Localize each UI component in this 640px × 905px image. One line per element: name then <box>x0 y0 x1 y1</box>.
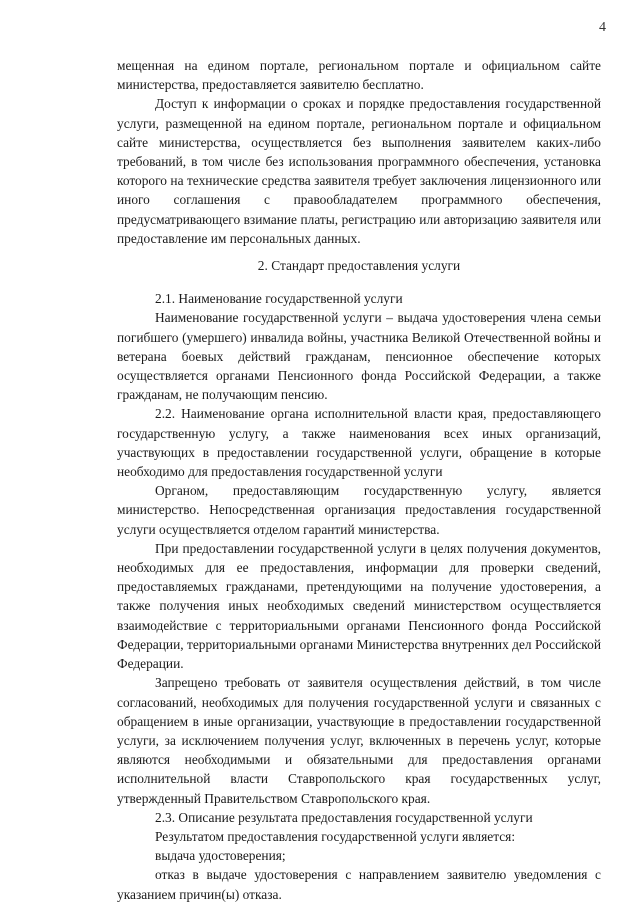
paragraph-access-info: Доступ к информации о сроках и порядке предоставления государственной услуги, размещенной на едином портале, региональном портале и официальном сайте министерства, осуществляется без выполнения заявителем каких-либо требований, в том числе без использования программного обеспечения, установка которого на технические средства заявителя требует заключения лицензионного или иного соглашения с правообладателем программного обеспечения, предусматривающего взимание платы, регистрацию или авторизацию заявителя или предоставление им персональных данных. <box>117 96 601 246</box>
list-item-refusal: отказ в выдаче удостоверения с направлением заявителю уведомления с указанием причин(ы) отказа. <box>117 867 601 902</box>
subsection-2-3-title: 2.3. Описание результата предоставления государственной услуги <box>155 809 533 825</box>
paragraph-service-name: Наименование государственной услуги – выдача удостоверения члена семьи погибшего (умершего) инвалида войны, участника Великой Отечественной войны и ветерана боевых действий гражданам, пенсионное обеспечение которых осуществляется органами Пенсионного фонда Российской Федерации, а также гражданам, не получающим пенсию. <box>117 310 601 403</box>
document-body <box>117 56 601 904</box>
paragraph-interaction: При предоставлении государственной услуги в целях получения документов, необходимых для ее предоставления, информации для проверки сведений, предоставляемых гражданами, претендующими на получение удостоверения, а также получения иных необходимых сведений министерством осуществляется взаимодействие с территориальными органами Пенсионного фонда Российской Федерации, территориальными органами Министерства внутренних дел Российской Федерации. <box>117 540 601 672</box>
section-heading: 2. Стандарт предоставления услуги <box>257 258 461 274</box>
paragraph-result-intro: Результатом предоставления государственной услуги является: <box>155 828 516 844</box>
subsection-2-2-title: 2.2. Наименование органа исполнительной власти края, предоставляющего государственную услугу, а также наименования всех иных организаций, участвующих в предоставлении государственной услуги, обращение в которые необходимо для предоставления государственной услуги <box>117 406 601 480</box>
paragraph-authority: Органом, предоставляющим государственную услугу, является министерство. Непосредственная организация предоставления государственной услуги осуществляется отделом гарантий министерства. <box>117 483 601 537</box>
list-item-issue: выдача удостоверения; <box>155 848 286 864</box>
subsection-2-1-title: 2.1. Наименование государственной услуги <box>155 291 403 307</box>
paragraph-prohibition: Запрещено требовать от заявителя осуществления действий, в том числе согласований, необходимых для получения государственной услуги и связанных с обращением в иные организации, участвующие в предоставлении государственной услуги, за исключением получения услуг, включенных в перечень услуг, которые являются необходимыми и обязательными для предоставления органами исполнительной власти Ставропольского края государственных услуг, утвержденный Правительством Ставропольского края. <box>117 675 601 806</box>
paragraph-continuation: мещенная на едином портале, региональном портале и официальном сайте министерства, предоставляется заявителю бесплатно. <box>117 58 601 93</box>
page-number: 4 <box>599 20 606 35</box>
